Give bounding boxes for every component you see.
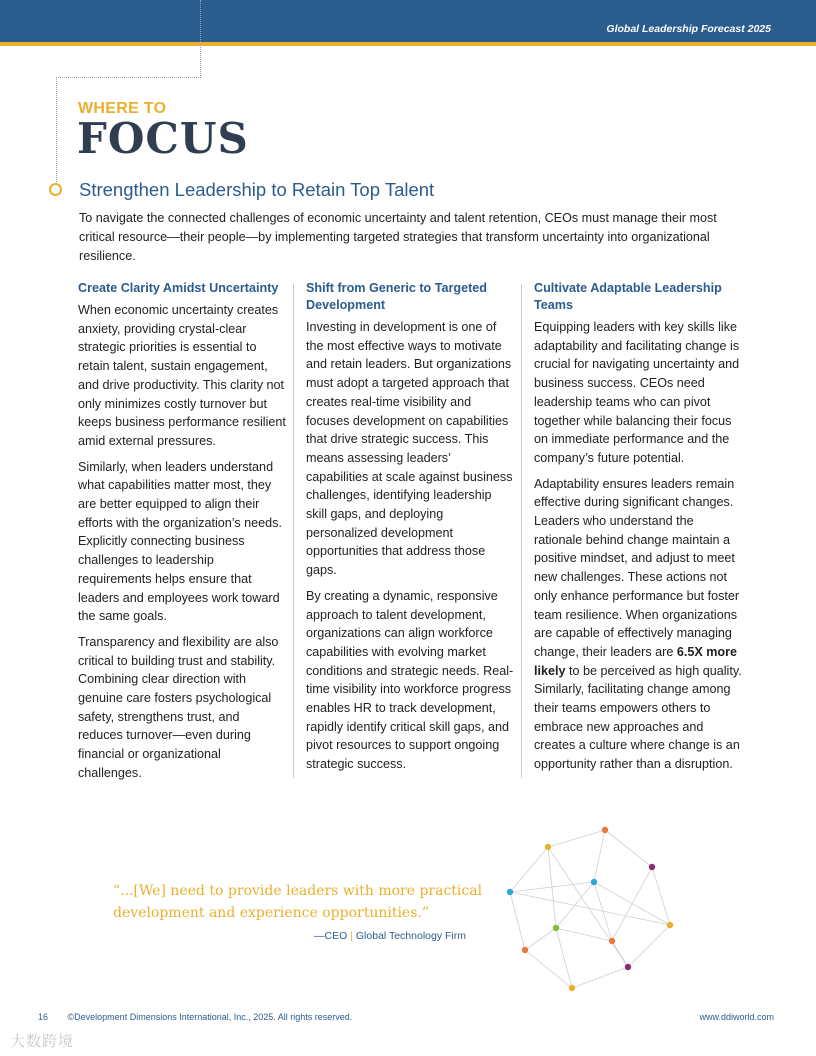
graph-node [649, 864, 655, 870]
footer-website-link[interactable]: www.ddiworld.com [699, 1012, 774, 1022]
graph-node [553, 925, 559, 931]
column-divider [521, 284, 522, 778]
network-cube-graphic [500, 822, 680, 992]
dotted-connector-line [56, 77, 57, 182]
attribution-org: Global Technology Firm [355, 930, 466, 942]
dotted-connector-line [56, 77, 201, 78]
column-development [306, 280, 514, 781]
graph-node [625, 964, 631, 970]
header-bar [0, 0, 816, 42]
highlight-stat: 6.5X more likely [534, 644, 738, 678]
column-paragraph: Investing in development is one of the most effective ways to motivate and retain leaders. But organizations must adopt a targeted approach that creates real-time visibility and focuses development on capabilities that drive strategic success. This means assessing leaders’ capabilities at scale against business challenges, identifying leadership skill gaps, and deploying personalized development opportunities that address those gaps. [306, 320, 513, 578]
column-heading: Cultivate Adaptable Leadership Teams [534, 281, 722, 312]
page-headline: FOCUS [77, 114, 249, 163]
header-accent-stripe [0, 42, 816, 46]
graph-node [609, 938, 615, 944]
dotted-connector-line [200, 0, 201, 78]
graph-node [602, 827, 608, 833]
column-paragraph: Transparency and flexibility are also critical to building trust and stability. Combining clear direction with genuine care fosters psychological safety, strengthens trust, and reduces turnover—even during financial or organizational challenges. [78, 634, 279, 780]
graph-nodes [507, 827, 673, 991]
graph-node [545, 844, 551, 850]
column-paragraph [534, 475, 742, 774]
watermark-logo: 大数跨境 [10, 1032, 75, 1050]
circle-bullet-icon [49, 183, 62, 196]
graph-node [522, 947, 528, 953]
column-clarity [78, 280, 286, 790]
column-paragraph: When economic uncertainty creates anxiety, providing crystal-clear strategic priorities is essential to retain talent, sustain engagement, and drive productivity. This clarity not only minimizes costly turnover but keeps business performance resilient amid external pressures. [78, 303, 286, 448]
footer-left [38, 1012, 352, 1022]
column-adaptable [534, 280, 742, 781]
graph-node [507, 889, 513, 895]
column-paragraph: Equipping leaders with key skills like adaptability and facilitating change is crucial for navigating uncertainty and business success. CEOs need leadership teams who can pivot together while balancing their focus on immediate performance and the company’s future potential. [534, 320, 740, 465]
graph-node [667, 922, 673, 928]
column-heading: Shift from Generic to Targeted Development [306, 281, 487, 312]
column-heading: Create Clarity Amidst Uncertainty [78, 281, 279, 295]
copyright-text: ©Development Dimensions International, Inc., 2025. All rights reserved. [67, 1012, 353, 1022]
section-title: Strengthen Leadership to Retain Top Talent [79, 179, 435, 200]
paragraph-text: to be perceived as high quality. Similarly, facilitating change among their teams empowers others to embrace new approaches and creates a culture where change is an opportunity rather than a disruption. [534, 663, 742, 772]
column-paragraph: Similarly, when leaders understand what capabilities matter most, they are better equipped to align their efforts with the organization’s needs. Explicitly connecting business challenges to leadership requirements helps ensure that leaders and employees work toward the same goals. [78, 459, 282, 624]
attribution-separator: | [350, 930, 353, 942]
graph-node [591, 879, 597, 885]
pull-quote: “...[We] need to provide leaders with more practical development and experience opportunities.” [113, 883, 483, 921]
section-kicker: WHERE TO [78, 100, 167, 117]
attribution-role: —CEO [314, 930, 348, 942]
page-number: 16 [38, 1012, 49, 1022]
intro-paragraph: To navigate the connected challenges of economic uncertainty and talent retention, CEOs must manage their most critical resource—their people—by implementing targeted strategies that transform uncertainty into organizational resilience. [79, 211, 717, 263]
column-divider [293, 284, 294, 778]
graph-node [569, 985, 575, 991]
column-paragraph: By creating a dynamic, responsive approach to talent development, organizations can align workforce capabilities with evolving market conditions and strategic needs. Real-time visibility into workforce progress enables HR to track development, rapidly identify critical skill gaps, and pivot resources to support ongoing strategic success. [306, 588, 514, 772]
report-title: Global Leadership Forecast 2025 [606, 23, 771, 35]
paragraph-text: Adaptability ensures leaders remain effective during significant changes. Leaders who understand the rationale behind change maintain a positive mindset, and adjust to meet new challenges. These actions not only enhance performance but foster team resilience. When organizations are capable of effectively managing change, their leaders are [534, 476, 740, 659]
quote-attribution [314, 930, 466, 942]
